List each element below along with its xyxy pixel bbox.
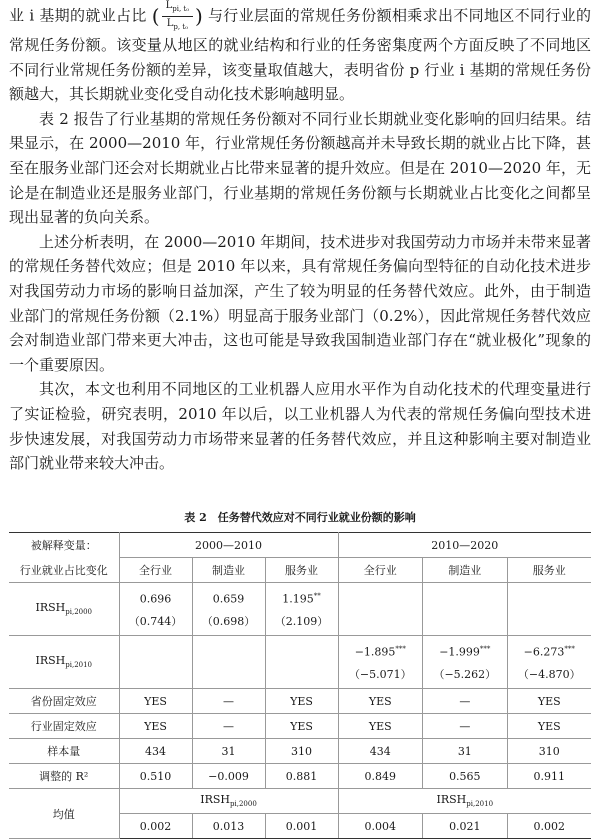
body-text [9, 0, 591, 476]
irsh-2010-row [9, 636, 591, 689]
regression-table [9, 532, 591, 839]
table-cell: YES [507, 689, 591, 714]
table-cell [119, 636, 192, 689]
table-cell: −1.999*** （−5.262） [423, 636, 508, 689]
table-cell: 0.510 [119, 764, 192, 789]
p1-text-a: 业 i 基期的就业占比 [9, 6, 147, 25]
mean-header-2000: $IRSH_{pi,2000}$ [119, 789, 338, 814]
table-cell: 0.849 [338, 764, 423, 789]
table-title: 表 2 任务替代效应对不同行业就业份额的影响 [184, 511, 416, 524]
sample-size-label: 样本量 [9, 739, 119, 764]
paragraph-4: 其次，本文也利用不同地区的工业机器人应用水平作为自动化技术的代理变量进行了实证检验，研究表明，2010 年以后，以工业机器人为代表的常规任务偏向型技术进步快速发展，对我国劳动力市场带来显著的任务替代效应，并且这种影响主要对制造业部门就业带来较大冲击。 [9, 380, 591, 473]
industry-fe-label: 行业固定效应 [9, 714, 119, 739]
table-cell: — [423, 714, 508, 739]
table-cell: 310 [265, 739, 338, 764]
adj-r2-label: 调整的 R² [9, 764, 119, 789]
table-cell [265, 636, 338, 689]
table-cell: 434 [119, 739, 192, 764]
table-cell: YES [119, 689, 192, 714]
table-cell: −6.273*** （−4.870） [507, 636, 591, 689]
table-cell: — [423, 689, 508, 714]
table-cell: YES [265, 714, 338, 739]
table-cell: 434 [338, 739, 423, 764]
col-header: 制造业 [192, 558, 265, 583]
col-header: 服务业 [265, 558, 338, 583]
table-cell: 31 [192, 739, 265, 764]
table-cell: 0.021 [423, 814, 508, 839]
table-cell: YES [507, 714, 591, 739]
table-cell: 0.659 （0.698） [192, 583, 265, 636]
table-cell: 0.002 [507, 814, 591, 839]
table-cell: 0.565 [423, 764, 508, 789]
dep-var-label-1: 被解释变量： [9, 533, 119, 558]
paragraph-3: 上述分析表明，在 2000—2010 年期间，技术进步对我国劳动力市场并未带来显著的常规任务替代效应；但是 2010 年以来，具有常规任务偏向型特征的自动化技术进步对我国劳动力市场的影响日益加深，产生了较为明显的任务替代效应。此外，由于制造业部门的常规任务份额（2.1%）明显高于服务业部门（0.2%），因此常规任务替代效应会对制造业部门带来更大冲击，这也可能是导致我国制造业部门存在“就业极化”现象的一个重要原因。 [9, 232, 591, 374]
table-cell: 0.001 [265, 814, 338, 839]
table-cell [423, 583, 508, 636]
col-header: 全行业 [338, 558, 423, 583]
province-fe-row [9, 689, 591, 714]
table-cell: YES [338, 714, 423, 739]
adj-r2-row [9, 764, 591, 789]
table-cell: 0.911 [507, 764, 591, 789]
column-header-row [9, 558, 591, 583]
table-cell: −1.895*** （−5.071） [338, 636, 423, 689]
irsh-2010-label: $IRSH_{pi,2010}$ [9, 636, 119, 689]
industry-fe-row [9, 714, 591, 739]
table-cell: YES [265, 689, 338, 714]
table-header-row [9, 533, 591, 558]
mean-header-2010: $IRSH_{pi,2010}$ [338, 789, 591, 814]
mean-label: 均值 [9, 789, 119, 839]
table-cell: 0.696 （0.744） [119, 583, 192, 636]
period-2000-2010: 2000—2010 [119, 533, 338, 558]
table-cell: −0.009 [192, 764, 265, 789]
table-cell: 31 [423, 739, 508, 764]
right-paren: ) [195, 4, 203, 29]
table-cell: 0.013 [192, 814, 265, 839]
employment-share-fraction: $\frac{L_{pi, t_0}}{L_{p, t_0}}$ [162, 0, 193, 33]
mean-header-row [9, 789, 591, 814]
col-header: 服务业 [507, 558, 591, 583]
table-cell: — [192, 689, 265, 714]
table-cell: 1.195** （2.109） [265, 583, 338, 636]
paragraph-2: 表 2 报告了行业基期的常规任务份额对不同行业长期就业变化影响的回归结果。结果显示，在 2000—2010 年，行业常规任务份额越高并未导致长期的就业占比下降，甚至在服务业部门还会对长期就业占比带来显著的提升效应。但是在 2010—2020 年，无论是在制造业还是服务业部门，行业基期的常规任务份额与长期就业占比变化之间都呈现出显著的负向关系。 [9, 109, 591, 227]
table-cell: YES [338, 689, 423, 714]
col-header: 全行业 [119, 558, 192, 583]
table-cell: 310 [507, 739, 591, 764]
table-cell [192, 636, 265, 689]
paragraph-1 [9, 0, 591, 107]
p1-text-b: 与行业层面的常规任务份额相乘求出不同地区不同行业的常规任务份额。该变量从地区的就业结构和行业的任务密集度两个方面反映了不同地区不同行业常规任务份额的差异，该变量取值越大，表明省份 p 行业 i 基期的常规任务份额越大，其长期就业变化受自动化技术影响越明显。 [9, 6, 591, 104]
irsh-2000-row [9, 583, 591, 636]
col-header: 制造业 [423, 558, 508, 583]
table-cell [507, 583, 591, 636]
province-fe-label: 省份固定效应 [9, 689, 119, 714]
table-cell: 0.002 [119, 814, 192, 839]
table-cell: YES [119, 714, 192, 739]
sample-size-row [9, 739, 591, 764]
irsh-2000-label: $IRSH_{pi,2000}$ [9, 583, 119, 636]
table-cell [338, 583, 423, 636]
dep-var-label-2: 行业就业占比变化 [9, 558, 119, 583]
table-cell: 0.881 [265, 764, 338, 789]
left-paren: ( [151, 4, 160, 29]
period-2010-2020: 2010—2020 [338, 533, 591, 558]
table-cell: 0.004 [338, 814, 423, 839]
table-cell: — [192, 714, 265, 739]
